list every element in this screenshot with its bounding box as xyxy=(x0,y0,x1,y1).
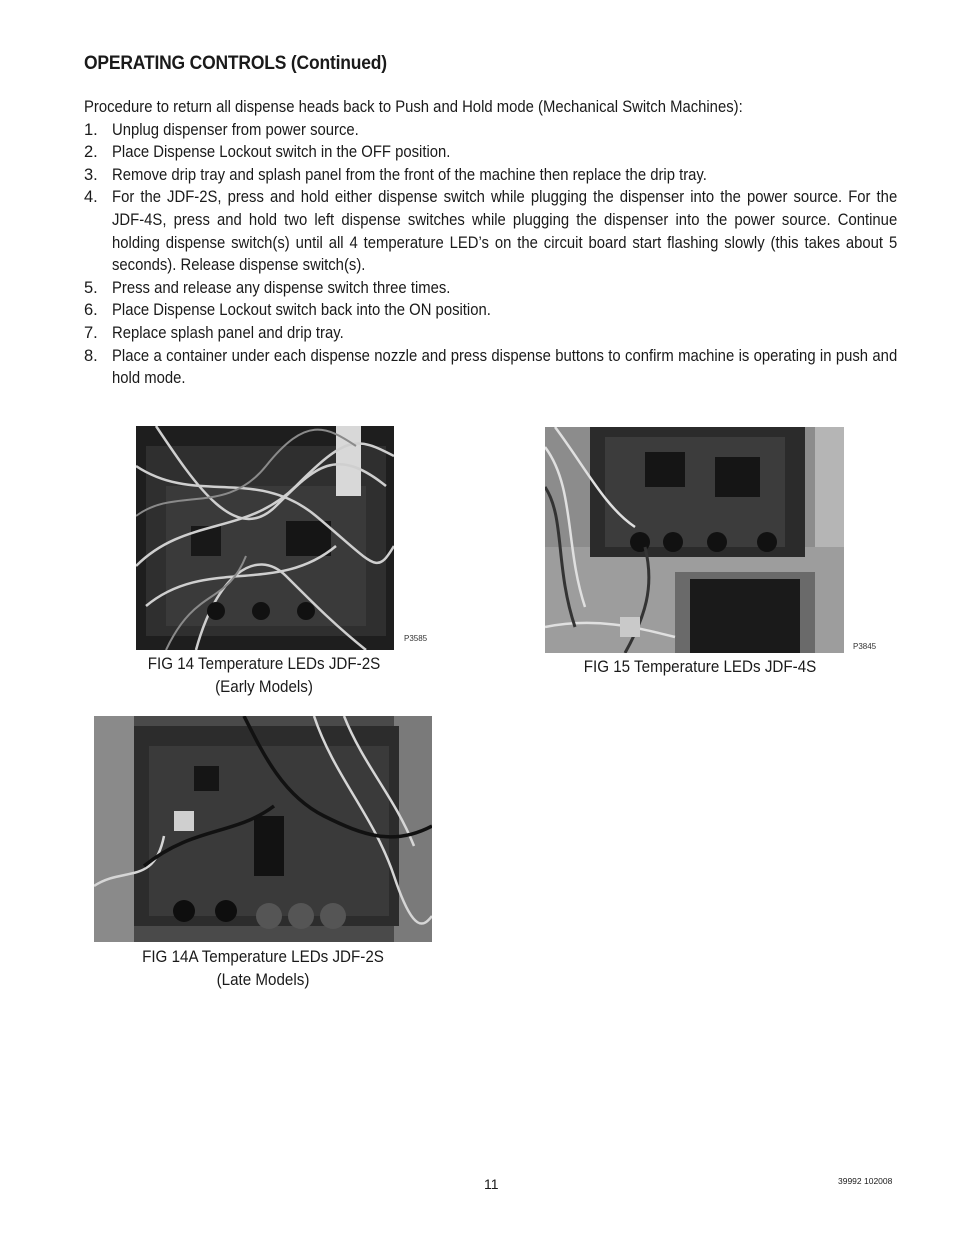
procedure-text xyxy=(84,96,898,390)
step-item: 1. Unplug dispenser from power source. xyxy=(84,120,359,139)
step-item: 3. Remove drip tray and splash panel from the front of the machine then replace the drip tray. xyxy=(84,165,707,184)
page-number: 11 xyxy=(484,1176,499,1192)
section-heading: OPERATING CONTROLS (Continued) xyxy=(84,53,387,74)
fig15-photo xyxy=(545,427,844,653)
step-item: 4. For the JDF-2S, press and hold either dispense switch while plugging the dispenser into the power source. For the JDF-4S, press and hold two left dispense switches while plugging the dispenser into the power source. Continue holding dispense switch(s) until all 4 temperature LED’s on the circuit board start flashing slowly (this takes about 5 seconds). Release dispense switch(s). xyxy=(84,188,898,275)
fig14a-caption: FIG 14A Temperature LEDs JDF-2S (Late Models) xyxy=(142,948,384,989)
step-item: 2. Place Dispense Lockout switch in the OFF position. xyxy=(84,143,451,162)
fig14-caption: FIG 14 Temperature LEDs JDF-2S (Early Models) xyxy=(147,655,381,696)
fig14-photo xyxy=(136,426,394,650)
step-item: 7. Replace splash panel and drip tray. xyxy=(84,323,344,342)
step-item: 5. Press and release any dispense switch three times. xyxy=(84,278,451,297)
procedure-intro: Procedure to return all dispense heads back to Push and Hold mode (Mechanical Switch Machines): xyxy=(84,98,743,116)
step-item: 8. Place a container under each dispense nozzle and press dispense buttons to confirm machine is operating in push and hold mode. xyxy=(84,346,898,388)
fig15-code: P3845 xyxy=(853,642,877,651)
procedure-steps xyxy=(84,119,898,390)
fig15-caption: FIG 15 Temperature LEDs JDF-4S xyxy=(583,658,817,676)
fig14a-photo xyxy=(94,716,432,942)
step-item: 6. Place Dispense Lockout switch back into the ON position. xyxy=(84,301,491,320)
fig14-code: P3585 xyxy=(404,634,428,643)
document-code: 39992 102008 xyxy=(838,1176,893,1186)
